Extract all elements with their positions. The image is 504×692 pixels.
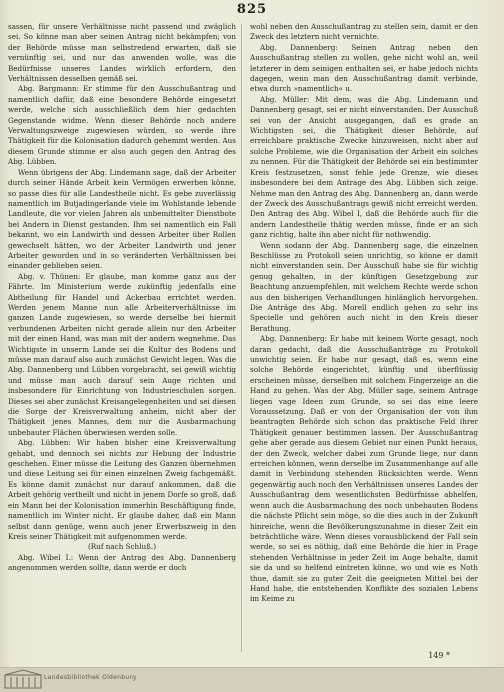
paragraph: Abg. Lübben: Wir haben bisher eine Kreisverwaltung gehabt, und dennoch sei nichts zur Hebung der Industrie geschehen. Einer müsse die Leitung des Ganzen übernehmen und diese Leitung sei für einen einzelnen Zweig fachgemäßt. Es könne damit zunächst nur darauf ankommen, daß die Arbeit gehörig vertheilt und nicht in jenem Dorfe so groß, daß ein Mann bei der Kolonisation immerhin Beschäftigung finde, namentlich im Winter nicht. Er glaube daher, daß ein Mann selbst dann genüge, wenn auch jener Erwerbszweig in den Kreis seiner Thätigkeit mit aufgenommen werde. [8,438,236,541]
library-name: Landesbibliothek Oldenburg [44,674,137,681]
paragraph: Abg. v. Thünen: Er glaube, man komme ganz aus der Fährte. Im Ministerium werde zukünftig jedenfalls eine Abtheilung für Handel und Ackerbau errichtet werden. Werden jenem Manne nun alle Arbeiterverhältnisse im ganzen Lande zugewiesen, so werde derselbe bei hiermit verbundenen Arbeiten nicht gerade allein nur den Arbeiter mit der einen Hand, was man mit der andern wegnehme. Das Wichtigste in unserm Lande sei die Kultur des Bodens und müsse man darauf also auch zunächst Gewicht legen. Was die Abg. Dannenberg und Lübben vorgebracht, sei gewiß wichtig und müsse man auch darauf sein Auge richten und insbesondere für Einrichtung von Industrieschulen sorgen. Dieses sei aber zunächst Kreisangelegenheiten und sei diesen die Sorge der Kreisverwaltung anheim, nicht aber der Thätigkeit jenes Mannes, dem nur die Ausbarmachung unbebauter Flächen überwiesen werden solle. [8,271,236,437]
paragraph: Wenn übrigens der Abg. Lindemann sage, daß der Arbeiter durch seiner Hände Arbeit kein Vermögen erwerben könne, so passe dies für alle Landestheile nicht. Es gebe zuverlässig namentlich im Butjadingerlande viele im Wohlstande lebende Landleute, die vor vielen Jahren als unbemittelter Dienstbote bei Andern in Dienst gestanden. Ihm sei namentlich ein Fall bekannt, wo ein Landwirth und dessen Arbeiter über Rollen gewechselt hätten, wo der Arbeiter Landwirth und jener Arbeiter geworden und in so veränderten Verhältnissen bei einander geblieben seien. [8,167,236,271]
paragraph: Abg. Bargmann: Er stimme für den Ausschußantrag und namentlich dafür, daß eine besondere Behörde eingesetzt werde, welche sich ausschließlich dem hier gedachten Gegenstande widme. Wenn dieser Behörde noch andere Verwaltungszweige zugewiesen würden, so werde ihre Thätigkeit für die Kolonisation dadurch gehemmt werden. Aus diesem Grunde stimme er also auch gegen den Antrag des Abg. Lübben. [8,84,236,167]
right-column [250,22,478,652]
paragraph: Abg. Müller: Mit dem, was die Abg. Lindemann und Dannenberg gesagt, sei er nicht einverstanden. Der Ausschuß sei von der Ansicht ausgegangen, daß es grade an Wichtigsten sei, die Thätigkeit dieser Behörde, auf erreichbare praktische Zwecke hinzuweisen, nicht aber auf solche Probleme, wie die Organisation der Arbeit ein solches zu nennen. Für die Thätigkeit der Behörde sei ein bestimmter Kreis festzusetzen, sonst fehle jede Grenze, wie dieses insbesondere bei dem Antrage des Abg. Lübben sich zeige. Nehme man den Antrag des Abg. Dannenberg an, dann werde der Zweck des Ausschußantrags gewiß nicht erreicht werden. Den Antrag des Abg. Wibel I, daß die Behörde auch für die andern Landestheile thätig werden müsse, finde er an sich ganz richtig, halte ihn aber nicht für nothwendig. [250,94,478,240]
paragraph: (Ruf nach Schluß.) [87,542,157,552]
paragraph: Abg. Wibel I.: Wenn der Antrag des Abg. Dannenberg angenommen werden sollte, dann werde er doch [8,552,236,573]
paragraph: sassen, für unsere Verhältnisse nicht passend und zwäglich sei. So könne man aber seinen Antrag nicht bekämpfen; von der Behörde müsse man selbstredend erwarten, daß sie vernünftig sei, und nur das anwenden wolle, was die Bedürfnisse unseres Landes wirklich erfordern, den Verhältnissen desselben gemäß sei. [8,22,236,84]
page-number: 825 [236,2,268,17]
column-divider [241,24,242,652]
paragraph: Wenn sodann der Abg. Dannenberg sage, die einzelnen Beschlüsse zu Protokoll seien unrichtig, so könne er damit nicht einverstanden sein. Der Ausschuß habe sie für wichtig genug gehalten, in der künftigen Gesetzgebung zur Beachtung anzuempfehlen, mit welchem Rechte werde schon aus den bisherigen Verhandlungen hinlänglich hervorgehen. Die Anträge des Abg. Morell endlich gehen zu sehr ins Specielle und gehören auch nicht in den Kreis dieser Berathung. [250,240,478,333]
sheet-signature: 149 * [428,651,450,660]
paragraph: Abg. Dannenberg: Er habe mit keinem Worte gesagt, noch daran gedacht, daß die Ausschußanträge zu Protokoll unwichtig seien. Er habe nur gesagt, daß es, wenn eine solche Behörde eingerichtet, künftig und überflüssig erscheinen müsse, derselben mit solchem Fingerzeige an die Hand zu gehen. Was der Abg. Müller sage, seinem Antrage liegen vage Ideen zum Grunde, so sei das eine leere Voraussetzung. Daß er von der Organisation der von ihm beantragten Behörde sich schon das praktische Feld ihrer Thätigkeit genauer bestimmen lassen. Der Ausschußantrag gehe aber gerade aus diesem Gebiet nur einen Punkt heraus, der den Zweck, welcher dabei zum Grunde liege, nur dann erreichen können, wenn derselbe im Zusammenhange auf alle damit in Verbindung stehenden Rücksichten werde. Wenn gegenwärtig auch noch den Verhältnissen unseres Landes der Ausschußantrag dem wesentlichsten Bedürfnisse abhelfen, wenn auch die Ausbarmachung des noch unbebauten Bodens die nächste Pflicht sein möge, so die dies auch in der Zukunft hinreiche, wenn die Bevölkerungszunahme in dieser Zeit ein beträchtliche wäre. Wenn dieses vorausblickend der Fall sein werde, so sei es nöthig, daß eine Behörde die hier in Frage stehenden Verhältnisse in jeder Zeit im Auge behalte, damit sie da und so helfend eintreten könne, wo und wie es Noth thue, damit sie zu guter Zeit die geeigneten Mittel bei der Hand habe, die entstehenden Konflikte des sozialen Lebens im Keime zu [250,334,478,604]
paragraph: Abg. Dannenberg: Seinen Antrag neben den Ausschußantrag stellen zu wollen, gehe nicht wohl an, weil letzterer in dem seinigen enthalten sei, er habe jedoch nichts dagegen, wenn man den Ausschußantrag damit verbinde, etwa durch »namentlich« u. [250,42,478,94]
left-column [8,22,236,652]
paragraph: wohl neben den Ausschußantrag zu stellen sein, damit er den Zweck des letztern nicht vernichte. [250,22,478,42]
library-logo-icon [4,669,42,689]
